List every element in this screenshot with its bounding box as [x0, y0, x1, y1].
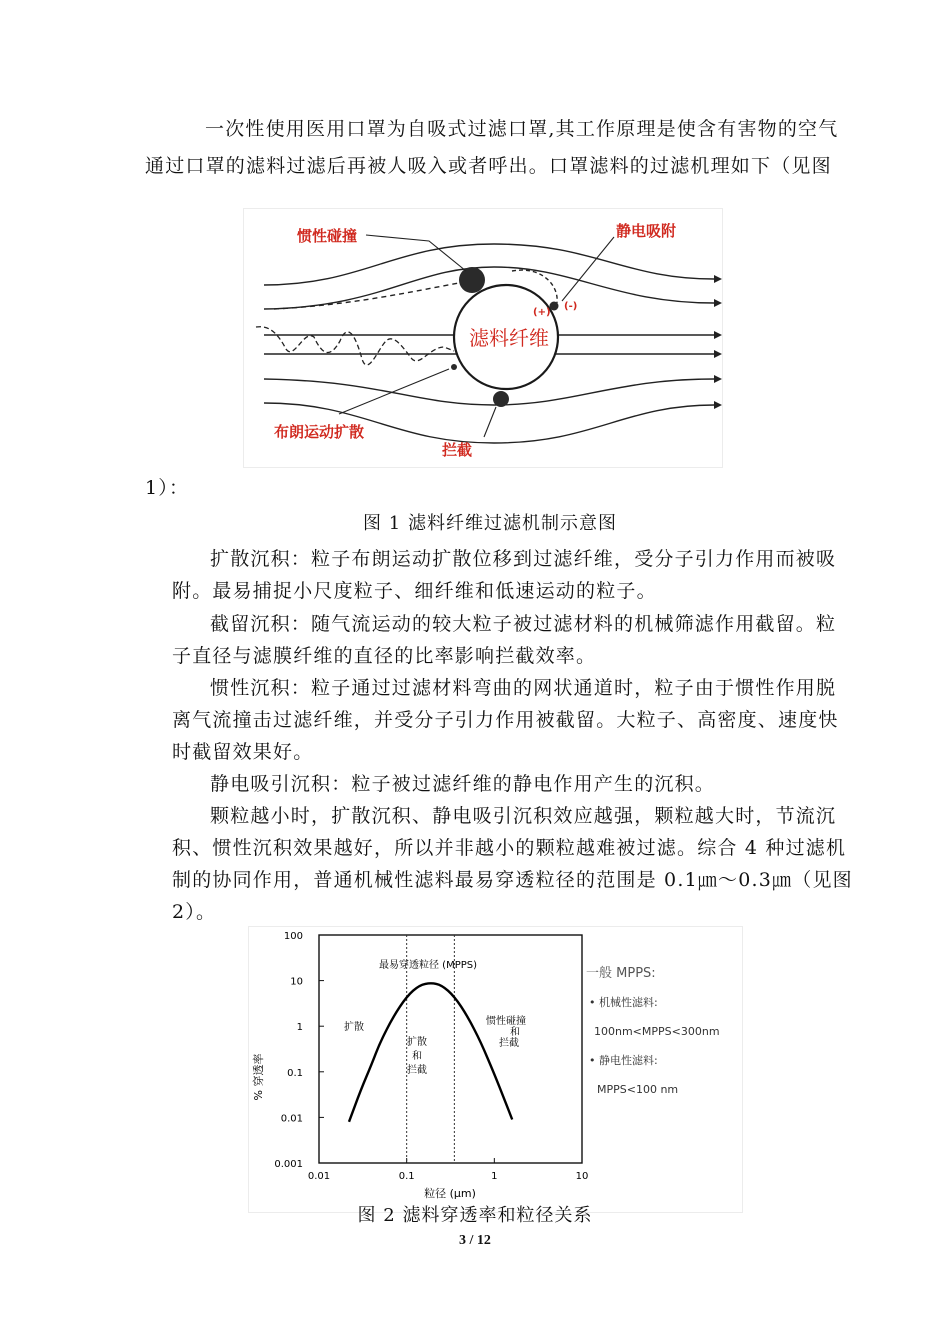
- mpps-annotation: 最易穿透粒径 (MPPS): [378, 960, 478, 971]
- y-tick-label: 10: [290, 976, 303, 988]
- label-fiber: 滤料纤维: [469, 326, 549, 350]
- figure-2: [248, 926, 743, 1213]
- intercept-particle: [493, 391, 509, 407]
- y-tick-label: 0.001: [274, 1159, 303, 1170]
- middle-annotation-2: 和: [412, 1051, 422, 1062]
- right-annotation-2: 和: [510, 1027, 520, 1038]
- inertia-particle: [459, 267, 485, 293]
- intercept-line-2: 子直径与滤膜纤维的直径的比率影响拦截效率。: [172, 645, 597, 667]
- inertia-line-2: 离气流撞击过滤纤维，并受分子引力作用被截留。大粒子、高密度、速度快: [172, 709, 839, 731]
- page-number: 3 / 12: [459, 1233, 491, 1248]
- inertia-line-1: 惯性沉积：粒子通过过滤材料弯曲的网状通道时，粒子由于惯性作用脱: [210, 677, 837, 699]
- summary-line-2: 积、惯性沉积效果越好，所以并非越小的颗粒越难被过滤。综合 4 种过滤机: [172, 837, 847, 859]
- intro-tail: 1）：: [145, 477, 190, 499]
- figure-2-caption: 图 2 滤料穿透率和粒径关系: [357, 1205, 593, 1226]
- legend-elec-range: MPPS<100 nm: [597, 1083, 679, 1096]
- label-electrostatic: 静电吸附: [616, 222, 677, 240]
- y-axis-label: % 穿透率: [252, 1053, 265, 1101]
- legend-elec-label: • 静电性滤料:: [589, 1054, 658, 1067]
- penetration-chart: [249, 927, 742, 1212]
- legend-mech-label: • 机械性滤料:: [589, 996, 658, 1009]
- minus-charge: (-): [564, 301, 578, 312]
- x-tick-label: 0.01: [307, 1171, 331, 1182]
- summary-line-3: 制的协同作用，普通机械性滤料最易穿透粒径的范围是 0.1㎛～0.3㎛（见图: [172, 869, 853, 891]
- legend-title: 一般 MPPS:: [586, 966, 656, 981]
- label-inertia: 惯性碰撞: [297, 227, 358, 245]
- penetration-curve: [349, 983, 512, 1122]
- electro-line-1: 静电吸引沉积：粒子被过滤纤维的静电作用产生的沉积。: [210, 773, 716, 795]
- x-axis-label: 粒径 (μm): [424, 1187, 476, 1200]
- label-intercept: 拦截: [442, 441, 473, 459]
- y-tick-label: 0.1: [287, 1067, 303, 1079]
- x-tick-label: 10: [575, 1171, 589, 1182]
- summary-line-4: 2）。: [172, 901, 217, 923]
- figure-1-caption: 图 1 滤料纤维过滤机制示意图: [363, 513, 617, 534]
- legend-mech-range: 100nm<MPPS<300nm: [594, 1025, 720, 1038]
- diffusion-line-1: 扩散沉积：粒子布朗运动扩散位移到过滤纤维，受分子引力作用而被吸: [210, 548, 837, 570]
- diffusion-line-2: 附。最易捕捉小尺度粒子、细纤维和低速运动的粒子。: [172, 580, 657, 602]
- plus-charge: (+): [533, 307, 551, 318]
- x-tick-label: 1: [491, 1171, 498, 1182]
- summary-line-1: 颗粒越小时，扩散沉积、静电吸引沉积效应越强，颗粒越大时，节流沉: [210, 805, 837, 827]
- brownian-path: [256, 327, 454, 365]
- electrostatic-particle: [550, 302, 559, 311]
- right-annotation-1: 惯性碰撞: [486, 1016, 526, 1027]
- flow-arrowheads: [714, 275, 722, 409]
- y-tick-label: 0.01: [280, 1113, 303, 1125]
- filtration-diagram: [244, 209, 722, 467]
- inertia-path: [274, 283, 459, 309]
- x-tick-label: 0.1: [398, 1171, 415, 1182]
- intro-line-1: 一次性使用医用口罩为自吸式过滤口罩,其工作原理是使含有害物的空气: [205, 118, 839, 140]
- right-annotation-3: 拦截: [499, 1038, 519, 1049]
- label-brownian: 布朗运动扩散: [274, 423, 365, 441]
- y-tick-label: 1: [296, 1022, 303, 1034]
- figure-1: [243, 208, 723, 468]
- brownian-particle: [451, 364, 457, 370]
- middle-annotation-1: 扩散: [407, 1037, 427, 1048]
- y-tick-label: 100: [283, 931, 303, 942]
- middle-annotation-3: 拦截: [407, 1065, 427, 1076]
- diffusion-annotation: 扩散: [344, 1022, 364, 1033]
- intercept-line-1: 截留沉积：随气流运动的较大粒子被过滤材料的机械筛滤作用截留。粒: [210, 613, 837, 635]
- intro-line-2: 通过口罩的滤料过滤后再被人吸入或者呼出。口罩滤料的过滤机理如下（见图: [145, 155, 832, 177]
- inertia-line-3: 时截留效果好。: [172, 741, 314, 763]
